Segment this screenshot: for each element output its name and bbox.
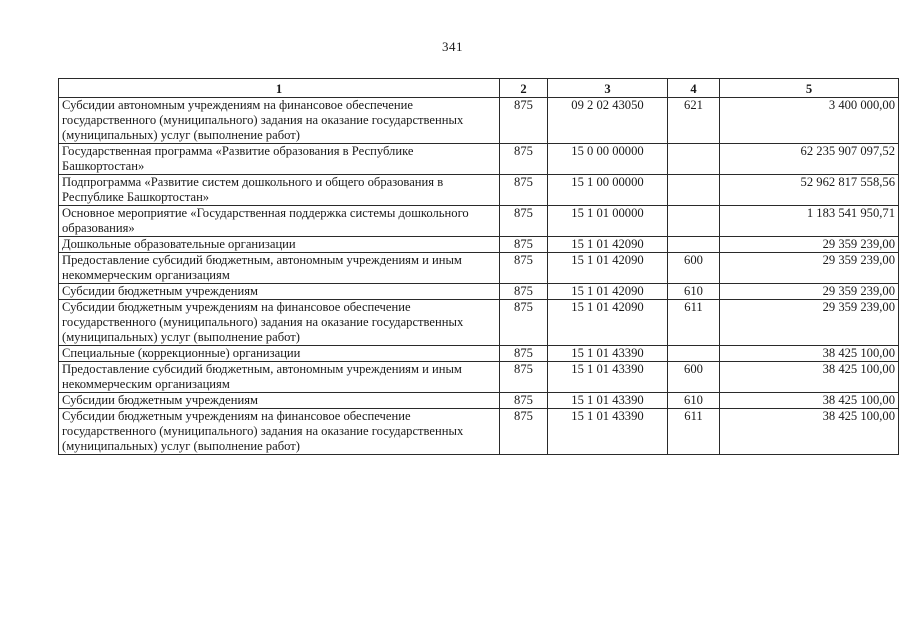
row-amount-cell: 1 183 541 950,71 [720,206,899,237]
header-col-5: 5 [720,79,899,98]
row-name-cell: Основное мероприятие «Государственная поддержка системы дошкольного образования» [59,206,500,237]
header-col-3: 3 [548,79,668,98]
row-amount-cell: 29 359 239,00 [720,284,899,300]
row-admin-code-cell: 875 [500,206,548,237]
row-expense-type-cell: 610 [668,284,720,300]
page-number: 341 [442,39,463,54]
row-amount-cell: 38 425 100,00 [720,362,899,393]
row-amount-cell: 3 400 000,00 [720,98,899,144]
row-amount-cell: 29 359 239,00 [720,300,899,346]
row-name-cell: Субсидии бюджетным учреждениям [59,393,500,409]
row-target-code-cell: 15 1 01 42090 [548,253,668,284]
table-row [59,346,899,362]
row-name-cell: Предоставление субсидий бюджетным, автономным учреждениям и иным некоммерческим организациям [59,362,500,393]
row-target-code-cell: 15 1 01 42090 [548,237,668,253]
row-expense-type-cell: 610 [668,393,720,409]
row-expense-type-cell: 611 [668,300,720,346]
table-row [59,237,899,253]
row-target-code-cell: 15 1 01 42090 [548,300,668,346]
row-expense-type-cell: 611 [668,409,720,455]
row-target-code-cell: 15 1 01 43390 [548,362,668,393]
row-name-cell: Субсидии бюджетным учреждениям на финансовое обеспечение государственного (муниципального) задания на оказание государственных (муниципальных) услуг (выполнение работ) [59,409,500,455]
table-row [59,409,899,455]
row-name-cell: Субсидии бюджетным учреждениям [59,284,500,300]
row-name-cell: Государственная программа «Развитие образования в Республике Башкортостан» [59,144,500,175]
row-name-cell: Субсидии бюджетным учреждениям на финансовое обеспечение государственного (муниципального) задания на оказание государственных (муниципальных) услуг (выполнение работ) [59,300,500,346]
table-row [59,362,899,393]
table-row [59,175,899,206]
row-amount-cell: 62 235 907 097,52 [720,144,899,175]
row-name-cell: Специальные (коррекционные) организации [59,346,500,362]
header-col-4: 4 [668,79,720,98]
header-col-2: 2 [500,79,548,98]
table-row [59,206,899,237]
row-name-cell: Предоставление субсидий бюджетным, автономным учреждениям и иным некоммерческим организациям [59,253,500,284]
row-amount-cell: 38 425 100,00 [720,409,899,455]
row-target-code-cell: 15 1 01 42090 [548,284,668,300]
row-expense-type-cell [668,175,720,206]
row-amount-cell: 29 359 239,00 [720,253,899,284]
row-expense-type-cell [668,144,720,175]
row-target-code-cell: 15 0 00 00000 [548,144,668,175]
row-amount-cell: 38 425 100,00 [720,393,899,409]
header-col-1: 1 [59,79,500,98]
row-admin-code-cell: 875 [500,300,548,346]
row-admin-code-cell: 875 [500,237,548,253]
row-admin-code-cell: 875 [500,98,548,144]
row-expense-type-cell [668,346,720,362]
table-header [59,79,899,98]
row-target-code-cell: 09 2 02 43050 [548,98,668,144]
row-amount-cell: 38 425 100,00 [720,346,899,362]
row-expense-type-cell [668,206,720,237]
row-admin-code-cell: 875 [500,362,548,393]
table-row [59,98,899,144]
row-target-code-cell: 15 1 01 43390 [548,346,668,362]
row-expense-type-cell: 600 [668,362,720,393]
row-target-code-cell: 15 1 01 00000 [548,206,668,237]
row-admin-code-cell: 875 [500,144,548,175]
row-target-code-cell: 15 1 00 00000 [548,175,668,206]
row-admin-code-cell: 875 [500,253,548,284]
budget-table [58,78,899,455]
table-row [59,300,899,346]
row-amount-cell: 29 359 239,00 [720,237,899,253]
row-name-cell: Подпрограмма «Развитие систем дошкольного и общего образования в Республике Башкортостан» [59,175,500,206]
row-admin-code-cell: 875 [500,284,548,300]
row-amount-cell: 52 962 817 558,56 [720,175,899,206]
table-row [59,253,899,284]
table-row [59,144,899,175]
row-target-code-cell: 15 1 01 43390 [548,409,668,455]
row-name-cell: Дошкольные образовательные организации [59,237,500,253]
row-expense-type-cell: 600 [668,253,720,284]
row-name-cell: Субсидии автономным учреждениям на финансовое обеспечение государственного (муниципального) задания на оказание государственных (муниципальных) услуг (выполнение работ) [59,98,500,144]
table-body [59,98,899,455]
table-row [59,284,899,300]
row-target-code-cell: 15 1 01 43390 [548,393,668,409]
row-admin-code-cell: 875 [500,393,548,409]
row-admin-code-cell: 875 [500,175,548,206]
row-admin-code-cell: 875 [500,346,548,362]
table-row [59,393,899,409]
row-expense-type-cell: 621 [668,98,720,144]
row-expense-type-cell [668,237,720,253]
header-row [59,79,899,98]
row-admin-code-cell: 875 [500,409,548,455]
